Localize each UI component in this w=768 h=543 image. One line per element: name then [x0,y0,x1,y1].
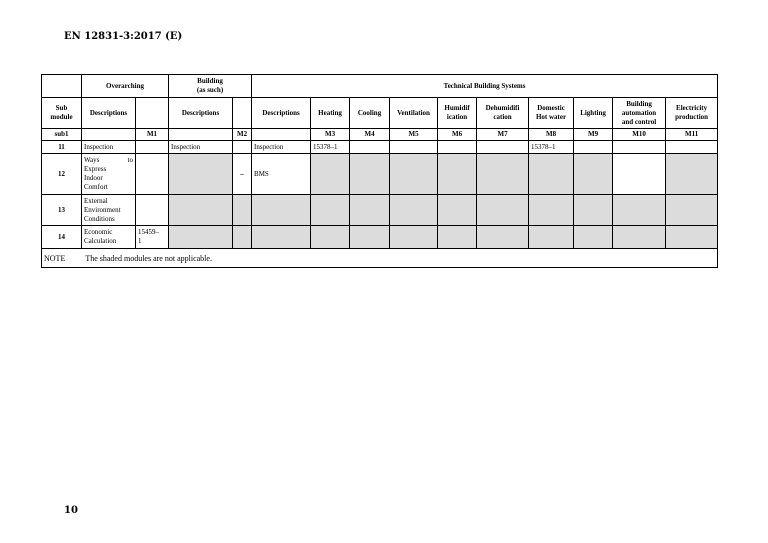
col-submodule: Sub module [42,98,82,129]
code-m10: M10 [613,129,666,141]
group-building: Building (as such) [169,75,252,98]
dehumidification-cell [477,195,529,226]
heating-cell [311,195,350,226]
building-description [169,195,233,226]
lighting-cell [574,154,613,195]
tbs-description: BMS [252,154,311,195]
table-row [42,154,718,195]
module-code-row [42,129,718,141]
dehumidification-cell [477,154,529,195]
lighting-cell [574,226,613,249]
code-m1: M1 [136,129,169,141]
electricity-cell [666,141,718,154]
dhw-cell [529,154,574,195]
row-id: 14 [42,226,82,249]
code-sub1: sub1 [42,129,82,141]
col-heating: Heating [311,98,350,129]
code-m9: M9 [574,129,613,141]
col-m1-blank [136,98,169,129]
code-m7: M7 [477,129,529,141]
electricity-cell [666,195,718,226]
humidification-cell [438,226,477,249]
dhw-cell [529,195,574,226]
code-m2: M2 [233,129,252,141]
cooling-cell [350,141,390,154]
col-building-descriptions: Descriptions [169,98,233,129]
col-domestic-hot-water: Domestic Hot water [529,98,574,129]
overarching-description: Ways to Express Indoor Comfort [82,154,136,195]
ventilation-cell [390,154,438,195]
code-m3: M3 [311,129,350,141]
ventilation-cell [390,195,438,226]
heating-cell [311,154,350,195]
note-text: The shaded modules are not applicable. [85,253,212,263]
row-id: 11 [42,141,82,154]
col-cooling: Cooling [350,98,390,129]
note-row [42,249,718,268]
m2-cell: – [233,154,252,195]
ventilation-cell [390,226,438,249]
col-overarching-descriptions: Descriptions [82,98,136,129]
group-overarching: Overarching [82,75,169,98]
bac-cell [613,226,666,249]
table-note [42,249,718,268]
heating-cell [311,226,350,249]
row-id: 13 [42,195,82,226]
dhw-cell: 15378–1 [529,141,574,154]
humidification-cell [438,154,477,195]
group-technical-building-systems: Technical Building Systems [252,75,718,98]
group-header-row [42,75,718,98]
col-dehumidification: Dehumidifi cation [477,98,529,129]
row-id: 12 [42,154,82,195]
heating-cell: 15378–1 [311,141,350,154]
building-description: Inspection [169,141,233,154]
bac-cell [613,141,666,154]
code-m4: M4 [350,129,390,141]
code-m11: M11 [666,129,718,141]
table-row [42,226,718,249]
cooling-cell [350,195,390,226]
m1-cell: 15459– 1 [136,226,169,249]
col-building-automation: Building automation and control [613,98,666,129]
table-row [42,141,718,154]
code-blank [252,129,311,141]
dehumidification-cell [477,141,529,154]
code-m5: M5 [390,129,438,141]
code-blank [82,129,136,141]
overarching-description: Inspection [82,141,136,154]
dhw-cell [529,226,574,249]
lighting-cell [574,141,613,154]
col-tbs-descriptions: Descriptions [252,98,311,129]
col-ventilation: Ventilation [390,98,438,129]
code-m8: M8 [529,129,574,141]
note-label: NOTE [44,253,66,263]
col-m2-blank [233,98,252,129]
overarching-description: Economic Calculation [82,226,136,249]
column-header-row [42,98,718,129]
humidification-cell [438,195,477,226]
col-lighting: Lighting [574,98,613,129]
document-standard-header: EN 12831-3:2017 (E) [64,31,183,42]
m2-cell [233,195,252,226]
m2-cell [233,141,252,154]
humidification-cell [438,141,477,154]
dehumidification-cell [477,226,529,249]
blank-corner-cell [42,75,82,98]
code-m6: M6 [438,129,477,141]
tbs-description: Inspection [252,141,311,154]
tbs-description [252,195,311,226]
bac-cell [613,154,666,195]
building-description [169,154,233,195]
m1-cell [136,141,169,154]
m2-cell [233,226,252,249]
col-electricity-production: Electricity production [666,98,718,129]
overarching-description: External Environment Conditions [82,195,136,226]
page-number: 10 [64,505,78,516]
ventilation-cell [390,141,438,154]
table-row [42,195,718,226]
bac-cell [613,195,666,226]
lighting-cell [574,195,613,226]
tbs-description [252,226,311,249]
m1-cell [136,154,169,195]
modular-structure-table [41,74,718,268]
cooling-cell [350,154,390,195]
cooling-cell [350,226,390,249]
electricity-cell [666,154,718,195]
building-description [169,226,233,249]
electricity-cell [666,226,718,249]
code-blank [169,129,233,141]
col-humidification: Humidif ication [438,98,477,129]
m1-cell [136,195,169,226]
